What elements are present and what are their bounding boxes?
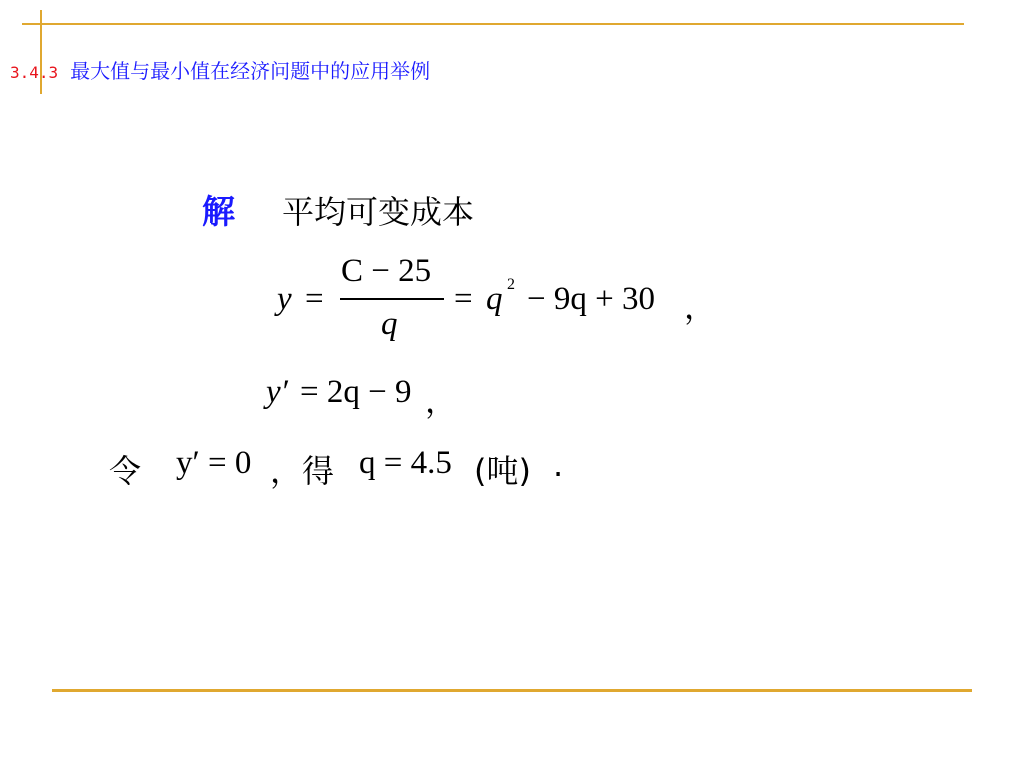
eq1-denominator: q — [381, 306, 398, 342]
eq1-equals: = — [305, 281, 324, 317]
eq3-result: q = 4.5 — [359, 445, 452, 481]
eq1-equals-2: = — [454, 281, 473, 317]
eq1-lhs: y — [277, 281, 292, 317]
top-rule — [22, 23, 964, 25]
bottom-rule — [52, 689, 972, 692]
eq3-condition: y′ = 0 — [176, 445, 252, 481]
eq3-prefix: 令 — [109, 452, 142, 490]
section-header — [10, 57, 430, 87]
solution-subject: 平均可变成本 — [282, 193, 475, 231]
eq3-period: . — [553, 446, 564, 484]
section-number: 3.4.3 — [10, 63, 59, 82]
fraction-bar — [340, 298, 444, 300]
eq1-exponent: 2 — [507, 276, 515, 293]
eq2-comma: ， — [425, 382, 458, 420]
solution-label: 解 — [202, 192, 235, 231]
eq2-rhs: = 2q − 9 — [300, 374, 412, 410]
eq1-q: q — [486, 281, 503, 317]
eq2-lhs: y′ — [266, 374, 288, 410]
eq1-numerator: C − 25 — [341, 253, 432, 289]
eq3-separator: ，得 — [270, 452, 335, 490]
eq3-unit: (吨) — [474, 452, 531, 490]
section-title: 最大值与最小值在经济问题中的应用举例 — [70, 59, 431, 83]
eq1-comma: ， — [684, 288, 717, 326]
eq1-rest: − 9q + 30 — [527, 281, 655, 317]
